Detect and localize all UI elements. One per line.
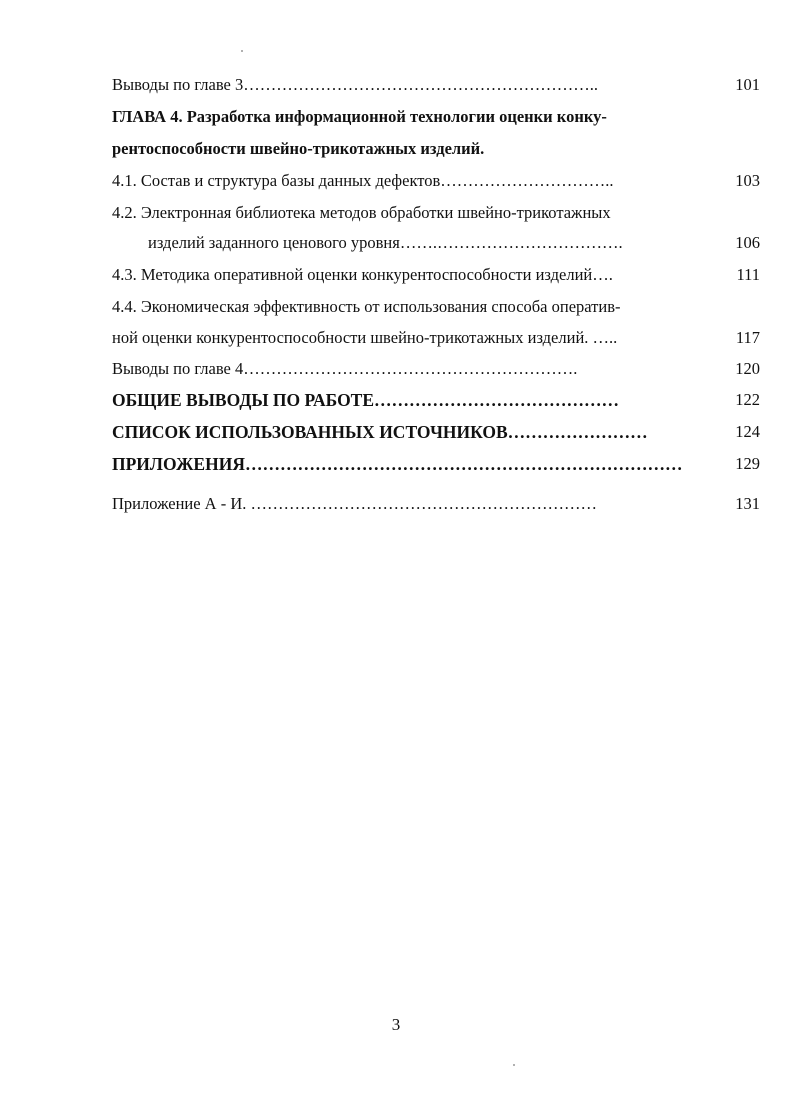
toc-entry-text: Приложение А - И. ……………………………………………………… bbox=[112, 494, 598, 513]
toc-entry-text: 4.1. Состав и структура базы данных дефектов………………………….. bbox=[112, 171, 614, 190]
toc-entry-page: 106 bbox=[735, 233, 760, 252]
toc-entry-page: 117 bbox=[735, 328, 760, 347]
toc-entry-page: 101 bbox=[735, 75, 760, 94]
toc-entry-page: 120 bbox=[735, 359, 760, 378]
toc-entry-page: 131 bbox=[735, 494, 760, 513]
toc-entry-page: 122 bbox=[735, 390, 760, 409]
toc-entry-text: Выводы по главе 4……………………………………………………. bbox=[112, 359, 578, 378]
toc-entry-text: рентоспособности швейно-трикотажных изделий. bbox=[112, 139, 485, 158]
toc-entry-text: ОБЩИЕ ВЫВОДЫ ПО РАБОТЕ…………………………………… bbox=[112, 390, 620, 410]
toc-entry-text: ной оценки конкурентоспособности швейно-трикотажных изделий. ….. bbox=[112, 328, 618, 347]
toc-entry-page: 124 bbox=[735, 422, 760, 441]
toc-entry-text: изделий заданного ценового уровня…….……………………………. bbox=[148, 233, 623, 252]
toc-entry-text: 4.3. Методика оперативной оценки конкурентоспособности изделий…. bbox=[112, 265, 613, 284]
toc-entry-text: ПРИЛОЖЕНИЯ………………………………………………………………… bbox=[112, 454, 683, 474]
toc-entry-page: 111 bbox=[736, 265, 760, 284]
scan-speck bbox=[241, 50, 243, 52]
toc-entry-page: 129 bbox=[735, 454, 760, 473]
toc-entry-text: 4.4. Экономическая эффективность от использования способа оператив- bbox=[112, 297, 621, 316]
toc-entry-text: ГЛАВА 4. Разработка информационной технологии оценки конку- bbox=[112, 107, 607, 126]
toc-entry-text: 4.2. Электронная библиотека методов обработки швейно-трикотажных bbox=[112, 203, 611, 222]
toc-entry-text: СПИСОК ИСПОЛЬЗОВАННЫХ ИСТОЧНИКОВ…………………… bbox=[112, 422, 648, 442]
page-number: 3 bbox=[391, 1015, 401, 1034]
toc-entry-page: 103 bbox=[735, 171, 760, 190]
scan-speck bbox=[513, 1064, 515, 1066]
toc-entry-text: Выводы по главе 3……………………………………………………….. bbox=[112, 75, 598, 94]
